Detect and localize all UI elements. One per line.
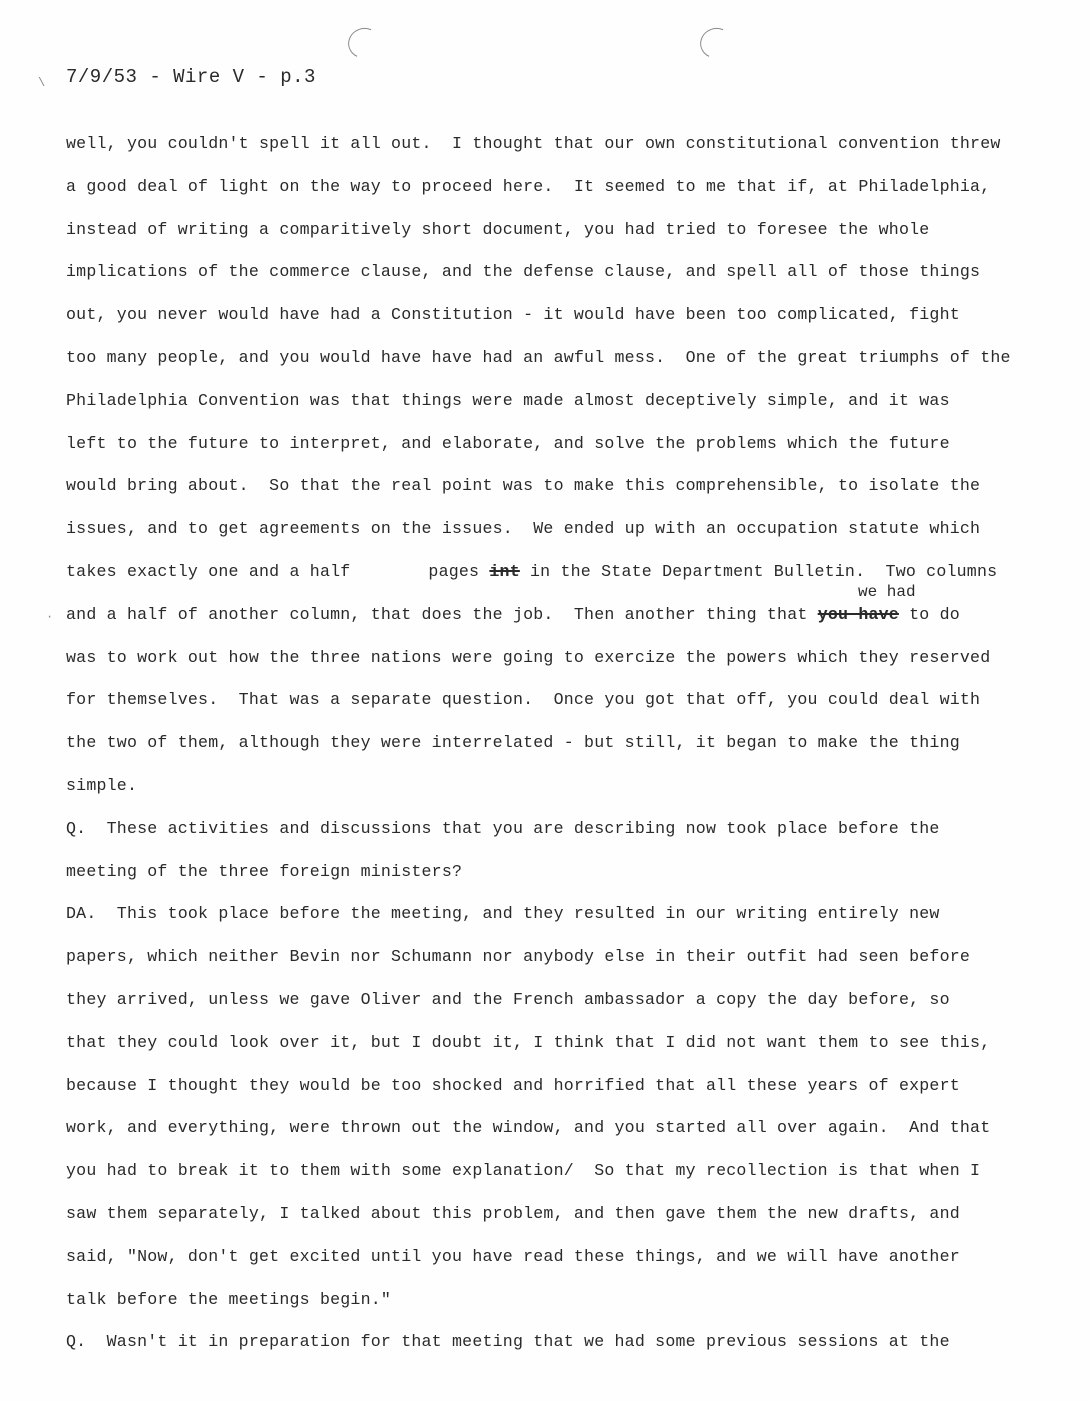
page-header: 7/9/53 - Wire V - p.3 <box>66 66 316 88</box>
text-line: you had to break it to them with some explanation/ So that my recollection is that when I <box>66 1161 981 1181</box>
transcript-body <box>66 131 1056 1372</box>
question-line: Q. These activities and discussions that you are describing now took place before the <box>66 818 940 838</box>
struck-text: you have <box>817 604 899 624</box>
text-line: issues, and to get agreements on the issues. We ended up with an occupation statute which <box>66 519 981 539</box>
text-line: meeting of the three foreign ministers? <box>66 861 463 881</box>
text-line: instead of writing a comparitively short document, you had tried to foresee the whole <box>66 219 930 239</box>
text-line: a good deal of light on the way to proceed here. It seemed to me that if, at Philadelphia, <box>66 176 991 196</box>
line-segment: takes exactly one and a half <box>66 561 351 581</box>
text-line-with-strike <box>66 602 1056 645</box>
question-line: Q. Wasn't it in preparation for that meeting that we had some previous sessions at the <box>66 1332 950 1352</box>
margin-dot: · <box>46 610 54 624</box>
text-line: left to the future to interpret, and elaborate, and solve the problems which the future <box>66 433 950 453</box>
text-line: saw them separately, I talked about this problem, and then gave them the new drafts, and <box>66 1203 960 1223</box>
interlinear-insert: we had <box>858 583 916 601</box>
punch-hole-right <box>696 23 736 62</box>
text-line: talk before the meetings begin." <box>66 1289 392 1309</box>
text-line: the two of them, although they were interrelated - but still, it began to make the thing <box>66 733 960 753</box>
text-line: Philadelphia Convention was that things were made almost deceptively simple, and it was <box>66 390 950 410</box>
text-line: too many people, and you would have have had an awful mess. One of the great triumphs of the <box>66 347 1011 367</box>
text-line: they arrived, unless we gave Oliver and the French ambassador a copy the day before, so <box>66 989 950 1009</box>
text-line: would bring about. So that the real point was to make this comprehensible, to isolate the <box>66 476 981 496</box>
margin-mark: \ <box>38 76 46 90</box>
line-segment: pages <box>428 561 490 581</box>
text-line: well, you couldn't spell it all out. I thought that our own constitutional convention threw <box>66 134 1001 153</box>
text-line: was to work out how the three nations were going to exercize the powers which they reserved <box>66 647 991 667</box>
line-segment: in the State Department Bulletin. Two columns <box>519 561 998 581</box>
text-line: for themselves. That was a separate question. Once you got that off, you could deal with <box>66 690 981 710</box>
punch-hole-left <box>344 23 384 62</box>
struck-text: int <box>489 561 520 581</box>
answer-line: DA. This took place before the meeting, and they resulted in our writing entirely new <box>66 904 940 924</box>
line-segment: and a half of another column, that does the job. Then another thing that <box>66 604 818 624</box>
text-line: simple. <box>66 775 138 795</box>
line-segment: to do <box>898 604 960 624</box>
text-line-with-gap <box>66 559 1056 602</box>
text-line: that they could look over it, but I doubt it, I think that I did not want them to see this, <box>66 1032 991 1052</box>
text-line: implications of the commerce clause, and the defense clause, and spell all of those things <box>66 262 981 282</box>
text-line: out, you never would have had a Constitution - it would have been too complicated, fight <box>66 305 960 325</box>
text-line: work, and everything, were thrown out the window, and you started all over again. And that <box>66 1118 991 1138</box>
text-line: because I thought they would be too shocked and horrified that all these years of expert <box>66 1075 960 1095</box>
text-line: papers, which neither Bevin nor Schumann nor anybody else in their outfit had seen before <box>66 947 971 967</box>
text-line: said, "Now, don't get excited until you have read these things, and we will have another <box>66 1246 960 1266</box>
